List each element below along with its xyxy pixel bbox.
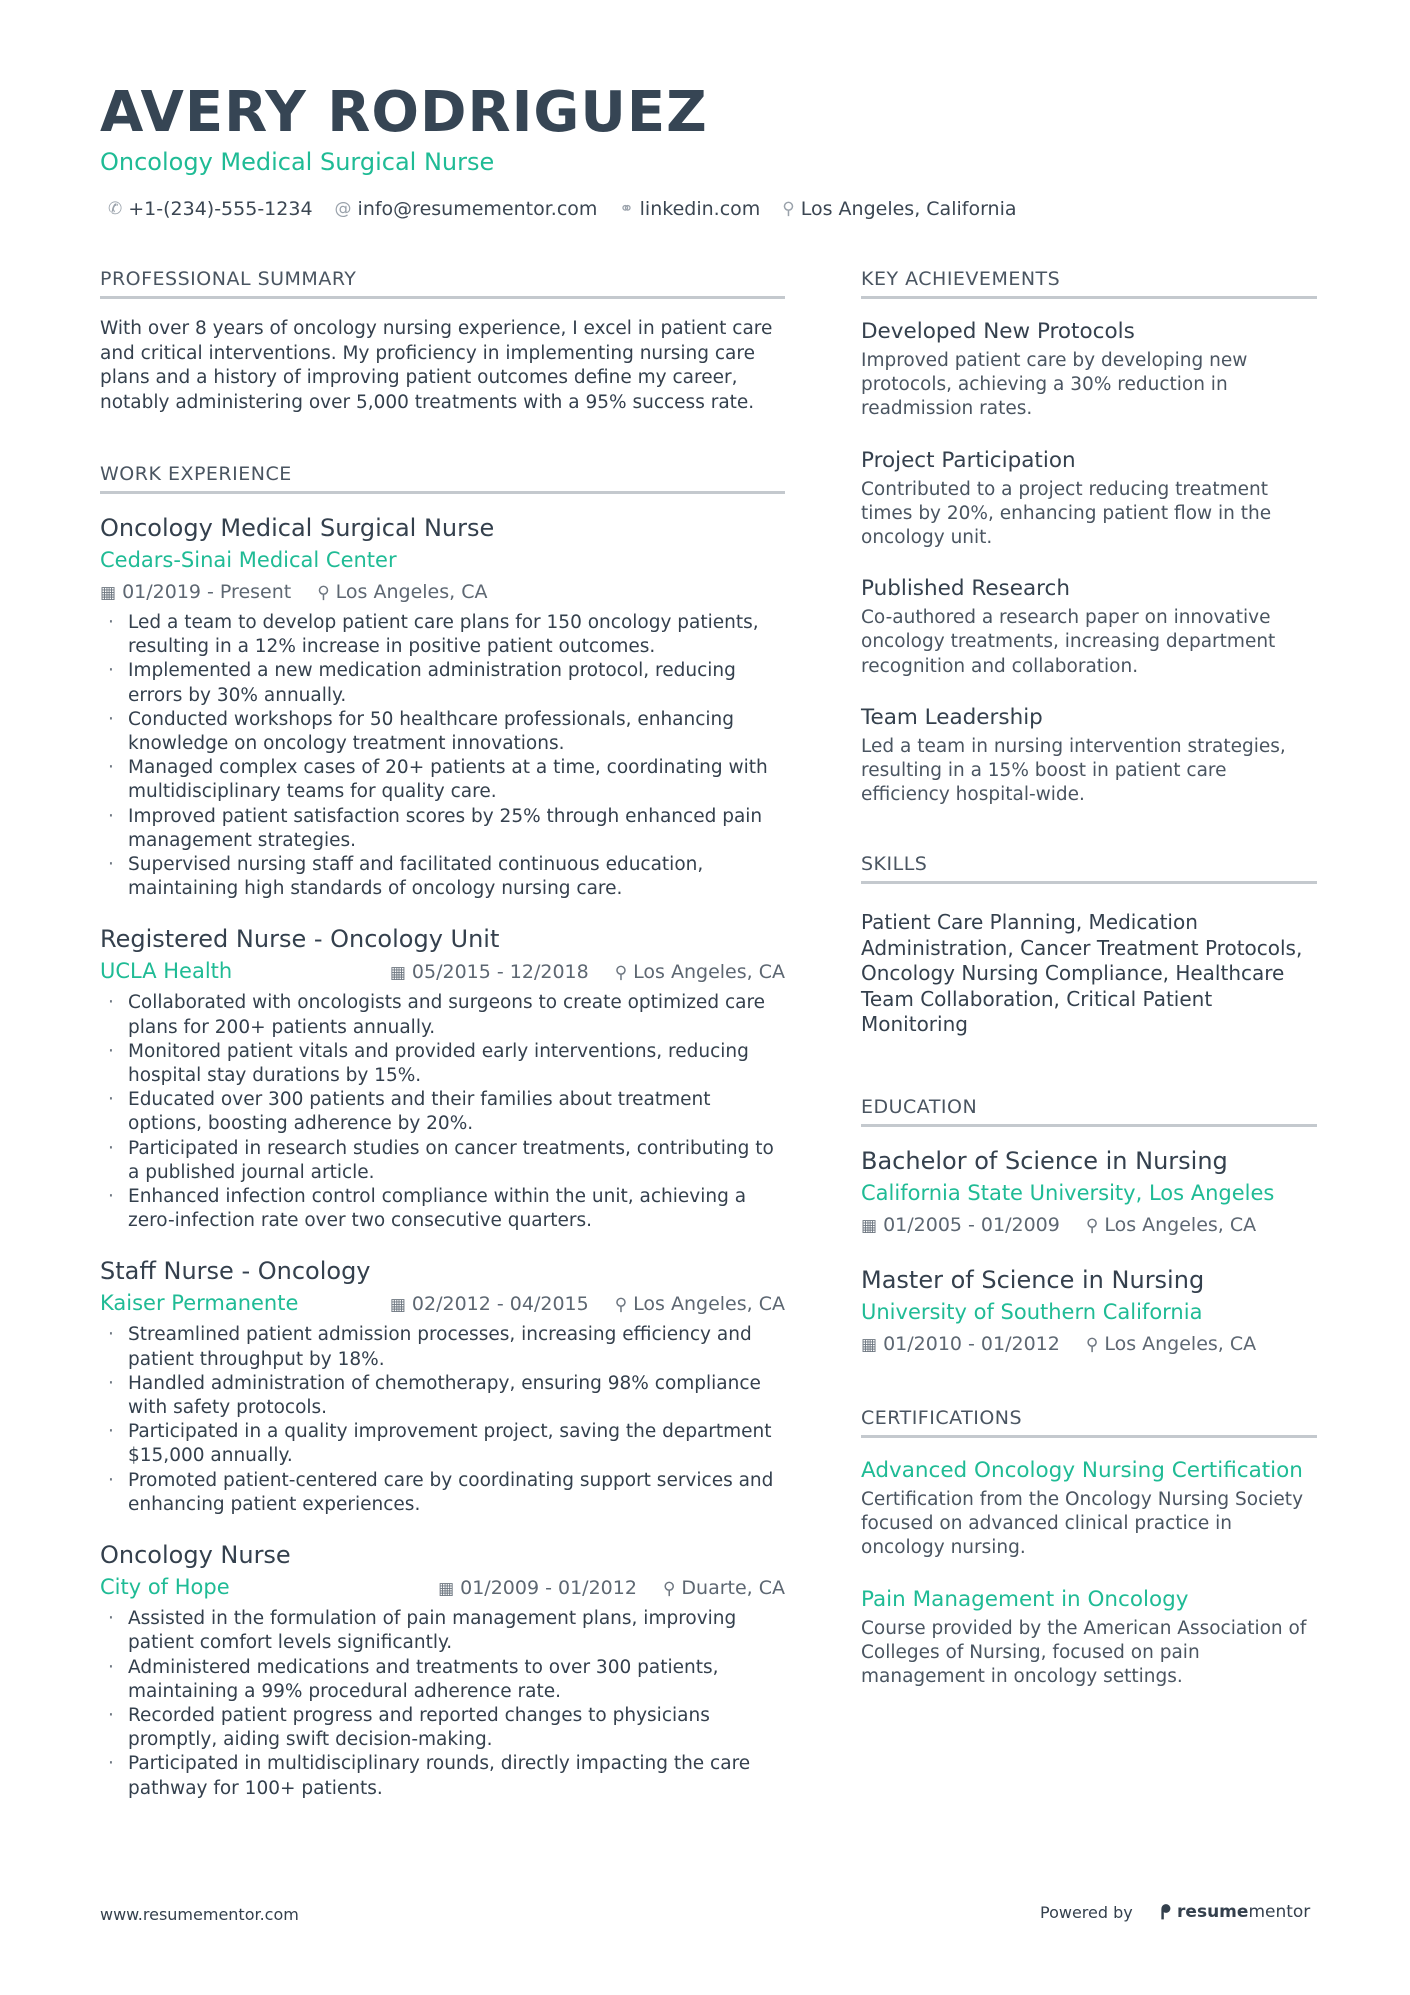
education-meta (861, 1328, 1317, 1361)
education-dates: ▦ 01/2005 - 01/2009 (861, 1213, 1060, 1236)
education-school: University of Southern California (861, 1299, 1203, 1324)
list-item: · Enhanced infection control compliance within the unit, achieving a zero-infection rate over two consecutive quarters. (100, 1185, 785, 1233)
summary-heading: PROFESSIONAL SUMMARY (100, 268, 785, 299)
job-entry (100, 923, 785, 1233)
job-bullets (100, 1323, 785, 1517)
achievement-desc: Contributed to a project reducing treatment times by 20%, enhancing patient flow in the oncology unit. (861, 478, 1272, 549)
job-company: UCLA Health (100, 959, 233, 984)
job-company-row (100, 1571, 785, 1605)
left-column (100, 268, 785, 1823)
contact-phone-text: +1-(234)-555-1234 (128, 198, 313, 220)
job-company-row (100, 955, 785, 989)
contact-bar (108, 198, 1017, 220)
education-dates: ▦ 01/2010 - 01/2012 (861, 1332, 1060, 1355)
location-pin-icon: ⚲ (614, 1295, 628, 1316)
location-pin-icon: ⚲ (1085, 1334, 1099, 1355)
footer-branding (1040, 1900, 1310, 1924)
job-title: Oncology Medical Surgical Nurse (100, 514, 495, 542)
job-entry (100, 1539, 785, 1801)
job-company: Cedars-Sinai Medical Center (100, 548, 397, 572)
candidate-role: Oncology Medical Surgical Nurse (100, 148, 495, 176)
certification-name: Advanced Oncology Nursing Certification (861, 1457, 1303, 1483)
job-meta (390, 956, 785, 989)
job-bullets (100, 991, 785, 1233)
achievement-title: Developed New Protocols (861, 319, 1135, 344)
job-meta (390, 1288, 785, 1321)
location-pin-icon: ⚲ (614, 963, 628, 984)
calendar-icon: ▦ (389, 963, 406, 984)
contact-linkedin-text: linkedin.com (639, 198, 761, 220)
at-icon: @ (334, 199, 352, 219)
skills-heading: SKILLS (861, 853, 1317, 884)
job-entry (100, 1255, 785, 1517)
certification-name: Pain Management in Oncology (861, 1586, 1189, 1612)
list-item: · Participated in research studies on cancer treatments, contributing to a published journal article. (100, 1137, 785, 1185)
job-dates: ▦ 05/2015 - 12/2018 (389, 961, 589, 984)
brand-logo-icon: ᖰ (1160, 1900, 1172, 1924)
list-item: · Promoted patient-centered care by coordinating support services and enhancing patient experiences. (100, 1469, 785, 1517)
list-item: · Improved patient satisfaction scores by 25% through enhanced pain management strategies. (100, 805, 785, 853)
list-item: · Collaborated with oncologists and surgeons to create optimized care plans for 200+ patients annually. (100, 991, 785, 1039)
summary-text: With over 8 years of oncology nursing experience, I excel in patient care and critical interventions. My proficiency in implementing nursing care plans and a history of improving patient outcomes define my career, notably administering over 5,000 treatments with a 95% success rate. (100, 318, 773, 413)
achievement-desc: Improved patient care by developing new protocols, achieving a 30% reduction in readmission rates. (861, 350, 1248, 420)
location-icon: ⚲ (782, 199, 795, 219)
certification-item (861, 1456, 1317, 1561)
skills-text: Patient Care Planning, Medication Administration, Cancer Treatment Protocols, Oncology Nursing Compliance, Healthcare Team Collaboration, Critical Patient Monitoring (861, 910, 1303, 1037)
experience-heading: WORK EXPERIENCE (100, 463, 785, 494)
contact-location (782, 198, 1016, 220)
candidate-name: AVERY RODRIGUEZ (100, 80, 708, 145)
job-company: City of Hope (100, 1575, 230, 1600)
calendar-icon: ▦ (100, 583, 117, 603)
job-meta (100, 576, 785, 609)
brand-name-light: mentor (1248, 1902, 1311, 1922)
education-school: California State University, Los Angeles (861, 1180, 1275, 1205)
job-location: ⚲ Duarte, CA (662, 1577, 785, 1600)
achievement-title: Published Research (861, 576, 1070, 602)
brand-name-bold: resume (1177, 1902, 1249, 1922)
contact-linkedin[interactable] (619, 198, 760, 220)
job-dates: ▦ 01/2019 - Present (100, 581, 292, 603)
education-degree: Bachelor of Science in Nursing (861, 1146, 1228, 1175)
achievement-desc: Co-authored a research paper on innovative oncology treatments, increasing department recognition and collaboration. (861, 607, 1276, 677)
job-company: Kaiser Permanente (100, 1291, 299, 1316)
achievement-title: Project Participation (861, 447, 1076, 473)
education-item (861, 1145, 1317, 1242)
achievement-item (861, 317, 1317, 422)
job-title: Registered Nurse - Oncology Unit (100, 925, 500, 954)
certification-desc: Certification from the Oncology Nursing Society focused on advanced clinical practice in oncology nursing. (861, 1488, 1304, 1559)
powered-by-label: Powered by (1040, 1902, 1133, 1922)
achievement-item (861, 574, 1317, 679)
achievement-desc: Led a team in nursing intervention strategies, resulting in a 15% boost in patient care efficiency hospital-wide. (861, 735, 1286, 806)
location-pin-icon: ⚲ (662, 1579, 676, 1600)
list-item: · Recorded patient progress and reported changes to physicians promptly, aiding swift decision-making. (100, 1704, 785, 1752)
job-meta (438, 1572, 785, 1605)
achievement-item (861, 446, 1317, 551)
list-item: · Implemented a new medication administration protocol, reducing errors by 30% annually. (100, 659, 785, 707)
list-item: · Assisted in the formulation of pain management plans, improving patient comfort levels significantly. (100, 1607, 785, 1655)
certification-item (861, 1585, 1317, 1690)
job-location: ⚲ Los Angeles, CA (614, 1293, 785, 1316)
list-item: · Managed complex cases of 20+ patients at a time, coordinating with multidisciplinary teams for quality care. (100, 756, 785, 804)
job-dates: ▦ 01/2009 - 01/2012 (438, 1577, 637, 1600)
education-heading: EDUCATION (861, 1096, 1317, 1127)
job-bullets (100, 1607, 785, 1801)
contact-email-text: info@resumementor.com (357, 198, 598, 220)
calendar-icon: ▦ (389, 1295, 406, 1316)
right-column (861, 268, 1317, 1713)
achievement-title: Team Leadership (861, 704, 1043, 730)
job-dates: ▦ 02/2012 - 04/2015 (389, 1293, 589, 1316)
contact-location-text: Los Angeles, California (800, 198, 1017, 220)
list-item: · Handled administration of chemotherapy, ensuring 98% compliance with safety protocols. (100, 1372, 785, 1420)
job-location: ⚲ Los Angeles, CA (614, 961, 785, 984)
list-item: · Led a team to develop patient care plans for 150 oncology patients, resulting in a 12% increase in positive patient outcomes. (100, 611, 785, 659)
job-title: Staff Nurse - Oncology (100, 1257, 371, 1286)
job-entry (100, 512, 785, 901)
list-item: · Streamlined patient admission processes, increasing efficiency and patient throughput by 18%. (100, 1323, 785, 1371)
list-item: · Supervised nursing staff and facilitated continuous education, maintaining high standards of oncology nursing care. (100, 853, 785, 901)
job-bullets (100, 611, 785, 901)
education-item (861, 1264, 1317, 1361)
contact-email[interactable] (335, 198, 598, 220)
job-company-row (100, 1287, 785, 1321)
list-item: · Administered medications and treatments to over 300 patients, maintaining a 99% procedural adherence rate. (100, 1656, 785, 1704)
list-item: · Participated in a quality improvement project, saving the department $15,000 annually. (100, 1420, 785, 1468)
phone-icon: ✆ (108, 199, 123, 219)
calendar-icon: ▦ (438, 1579, 455, 1600)
list-item: · Participated in multidisciplinary rounds, directly impacting the care pathway for 100+ patients. (100, 1752, 785, 1800)
brand-logo[interactable] (1161, 1900, 1311, 1924)
job-title: Oncology Nurse (100, 1541, 291, 1570)
education-location: ⚲ Los Angeles, CA (1085, 1332, 1257, 1355)
certification-desc: Course provided by the American Association of Colleges of Nursing, focused on pain management in oncology settings. (861, 1617, 1307, 1687)
list-item: · Conducted workshops for 50 healthcare professionals, enhancing knowledge on oncology treatment innovations. (100, 708, 785, 756)
education-meta (861, 1209, 1317, 1242)
education-degree: Master of Science in Nursing (861, 1265, 1205, 1294)
location-pin-icon: ⚲ (317, 583, 330, 603)
location-pin-icon: ⚲ (1085, 1215, 1099, 1236)
calendar-icon: ▦ (861, 1215, 878, 1236)
calendar-icon: ▦ (861, 1334, 878, 1355)
job-location: ⚲ Los Angeles, CA (317, 581, 488, 603)
list-item: · Educated over 300 patients and their families about treatment options, boosting adherence by 20%. (100, 1088, 785, 1136)
link-icon: ⚭ (619, 199, 634, 219)
list-item: · Monitored patient vitals and provided early interventions, reducing hospital stay durations by 15%. (100, 1040, 785, 1088)
certifications-heading: CERTIFICATIONS (861, 1407, 1317, 1438)
achievements-heading: KEY ACHIEVEMENTS (861, 268, 1317, 299)
contact-phone[interactable] (108, 198, 313, 220)
education-location: ⚲ Los Angeles, CA (1085, 1213, 1257, 1236)
footer-website[interactable]: www.resumementor.com (100, 1905, 299, 1924)
achievement-item (861, 703, 1317, 808)
